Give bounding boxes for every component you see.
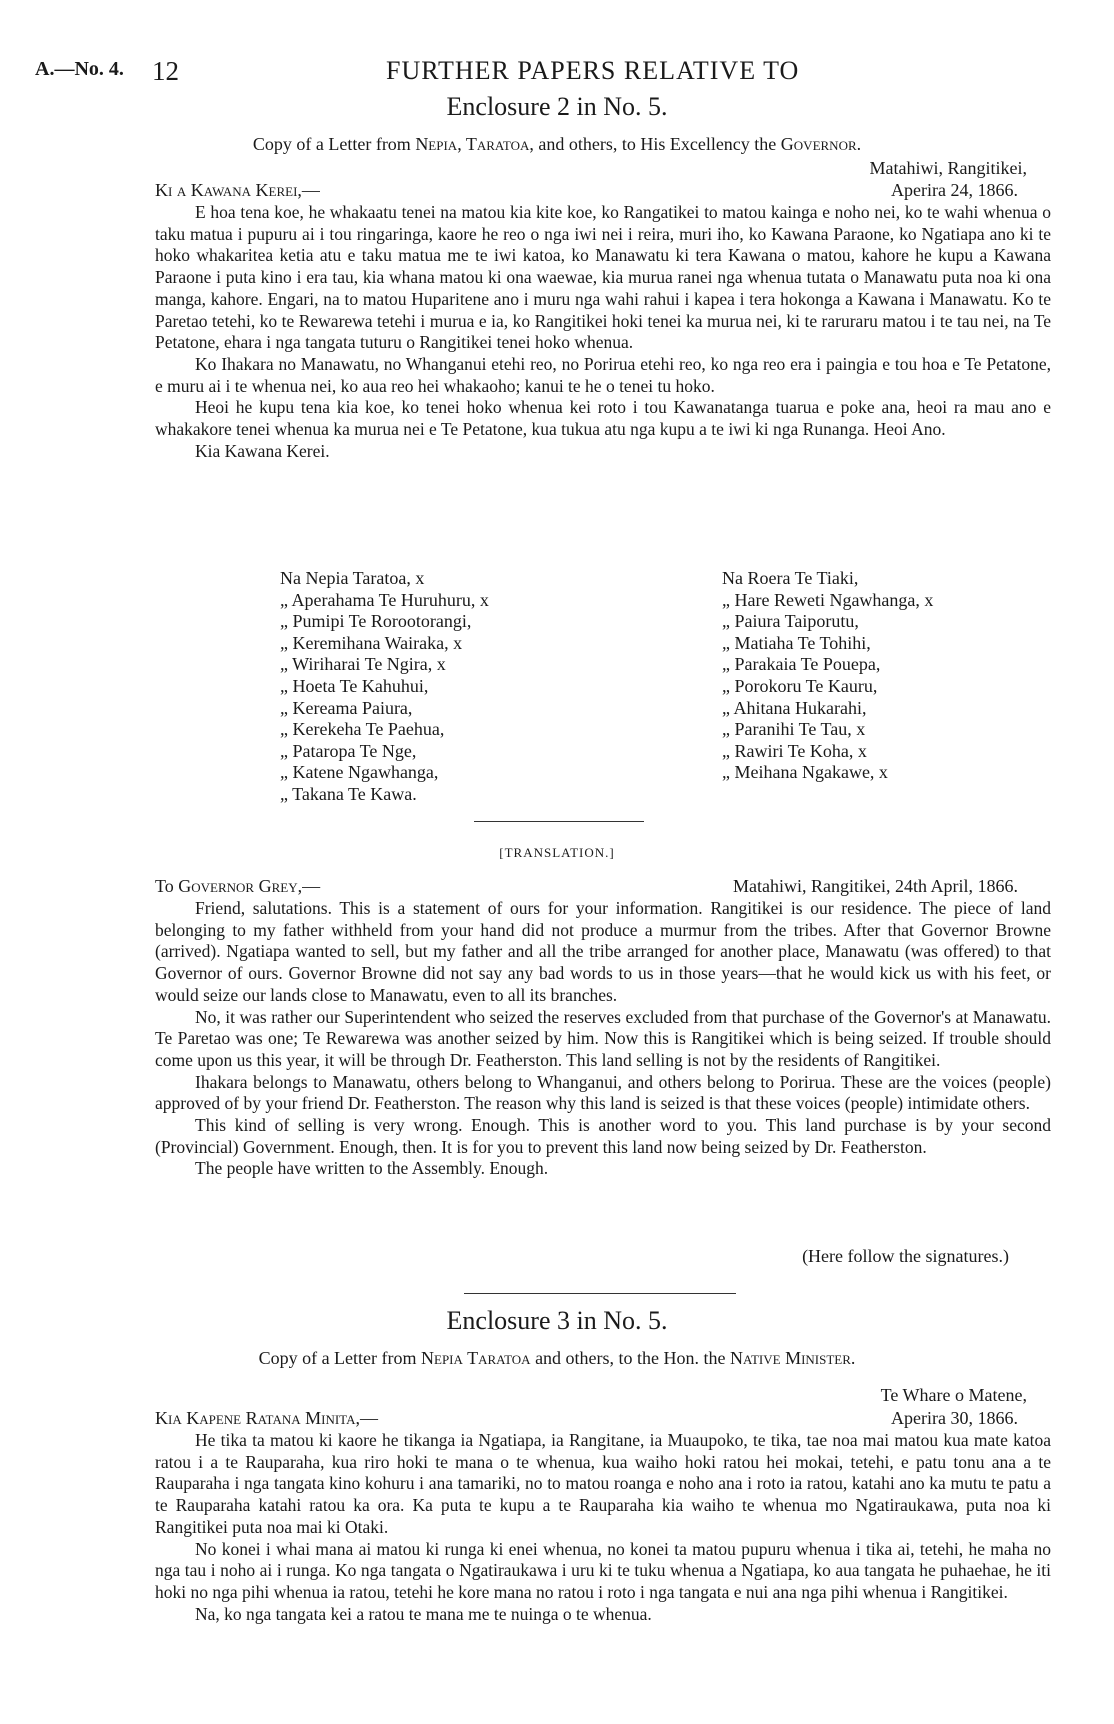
enclosure-3-paragraph: He tika ta matou ki kaore he tikanga ia Ngatiapa, ia Rangitane, ia Muaupoko, te tika, tae noa mai matou kua mate katoa ratou i a te Rauparaha, kua riro hoki te mana o te whenua, kua waiho hoki ratou hei mokai, tetehi, e patu tonu ana a te Rauparaha i nga tangata kino kohuru i ana tamariki, no to matou roanga e noho ana i roto ia ratou, katahi ano ka mutu te patu a te Rauparaha katahi ratou ka ora. Ka puta te kupu a te Rauparaha kia waiho te whenua mo Ngatiraukawa, puta noa ki Rangitikei puta noa mai ki Otaki. xyxy=(155,1430,1051,1537)
signature-entry: „ Kerekeha Te Paehua, xyxy=(280,719,445,740)
enclosure-3-salutation: Kia Kapene Ratana Minita,— xyxy=(155,1408,378,1428)
signature-entry: „ Pumipi Te Rorootorangi, xyxy=(280,611,472,632)
signature-entry: „ Aperahama Te Huruhuru, x xyxy=(280,589,489,610)
signature-entry: „ Ahitana Hukarahi, xyxy=(722,697,867,718)
enclosure-2-copy-line xyxy=(0,134,1114,155)
translation-tag: [TRANSLATION.] xyxy=(499,845,615,860)
signature-entry: „ Matiaha Te Tohihi, xyxy=(722,632,871,653)
signature-entry: „ Paiura Taiporutu, xyxy=(722,611,859,632)
translation-paragraph: No, it was rather our Superintendent who seized the reserves excluded from that purchase of the Governor's at Manawatu. Te Paretao was one; Te Rewarewa was another seized by him. Now this is Rangitikei which is being seized. If trouble should come upon us this year, it will be through Dr. Featherston. This land selling is not by the residents of Rangitikei. xyxy=(155,1006,1051,1070)
copy-from: Nepia, Taratoa, xyxy=(415,134,534,154)
translation-paragraph: This kind of selling is very wrong. Enough. This is another word to you. This land purchase is by your second (Provincial) Government. Enough, then. It is for you to prevent this land now being seized by Dr. Featherston. xyxy=(155,1115,1051,1157)
running-title: FURTHER PAPERS RELATIVE TO xyxy=(386,56,800,85)
enclosure-3-paragraph: Na, ko nga tangata kei a ratou te mana me te nuinga o te whenua. xyxy=(195,1603,652,1624)
section-divider xyxy=(464,1293,736,1294)
signature-entry: „ Hoeta Te Kahuhui, xyxy=(280,675,429,696)
enclosure-2-heading: Enclosure 2 in No. 5. xyxy=(446,92,668,121)
signatures-right-column xyxy=(722,568,933,784)
enclosure-2-paragraph: Ko Ihakara no Manawatu, no Whanganui etehi reo, no Porirua etehi reo, ko nga reo era i paingia e tou hoa e Te Petatone, e muru ai i te whenua nei, ko aua reo hei whakaoho; kanui te he o tenei tu hoko. xyxy=(155,353,1051,396)
signature-entry: „ Hare Reweti Ngawhanga, x xyxy=(722,589,934,610)
signature-entry: „ Rawiri Te Koha, x xyxy=(722,740,867,761)
signature-entry: „ Parakaia Te Pouepa, xyxy=(722,654,881,675)
signature-entry: „ Keremihana Wairaka, x xyxy=(280,632,463,653)
translation-salutation xyxy=(155,876,320,897)
translation-place-date: Matahiwi, Rangitikei, 24th April, 1866. xyxy=(733,876,1018,896)
signature-entry: „ Takana Te Kawa. xyxy=(280,783,417,804)
translation-paragraph: Friend, salutations. This is a statement of ours for your information. Rangitikei is our residence. The piece of land belonging to my father withheld from your hand did not produce a murmur from the tribes. After that Governor Browne (arrived). Ngatiapa wanted to sell, but my father and all the tribe arranged for another place, Manawatu (was offered) to that Governor of ours. Governor Browne did not say any bad words to us in those years—that he would kick us with his feet, or would seize our lands close to Manawatu, even to all its branches. xyxy=(155,898,1051,1005)
paper-reference: A.—No. 4. xyxy=(35,58,124,80)
enclosure-2-date: Aperira 24, 1866. xyxy=(891,180,1018,200)
signature-entry: „ Kereama Paiura, xyxy=(280,697,413,718)
enclosure-3-body xyxy=(155,1430,1051,1625)
enclosure-2-paragraph: Heoi he kupu tena kia koe, ko tenei hoko whenua kei roto i tou Kawanatanga tuarua e poke ana, heoi ra mau ano e whakakore tenei whenua ka murua nei e Te Petatone, kua tukua atu nga kupu a te iwi ki nga Runanga. Heoi Ano. xyxy=(155,397,1051,440)
copy-mid: and others, to His Excellency the xyxy=(533,134,781,154)
copy-from: Nepia Taratoa xyxy=(421,1348,531,1368)
signature-entry: „ Pataropa Te Nge, xyxy=(280,740,417,761)
signature-entry: „ Paranihi Te Tau, x xyxy=(722,719,866,740)
enclosure-2-place: Matahiwi, Rangitikei, xyxy=(869,158,1027,178)
enclosure-3-copy-line xyxy=(0,1348,1114,1369)
enclosure-3-paragraph: No konei i whai mana ai matou ki runga ki enei whenua, no konei ta matou pupuru whenua i tika ai, tetehi, he maha no nga tau i noho ai i runga. Ko nga tangata o Ngatiraukawa i uru ki te tuku whenua a Ngatiapa, ko aua tangata he puhaehae, he iti hoki no nga pihi whenua ia ratou, tetehi he kore mana no ratou i roto i nga tangata e nui ana nga pihi whenua i Rangitikei. xyxy=(155,1538,1051,1602)
enclosure-2-closing: Kia Kawana Kerei. xyxy=(195,440,330,461)
salutation-prefix: To xyxy=(155,876,179,896)
translation-paragraph: The people have written to the Assembly. Enough. xyxy=(195,1158,549,1179)
signatures-left-column xyxy=(280,568,489,806)
signature-entry: Na Roera Te Tiaki, xyxy=(722,568,859,588)
copy-to: Native Minister. xyxy=(730,1348,856,1368)
enclosure-2-body xyxy=(155,202,1051,462)
copy-mid: and others, to the Hon. the xyxy=(530,1348,731,1368)
signature-entry: „ Katene Ngawhanga, xyxy=(280,762,439,783)
copy-prefix: Copy of a Letter from xyxy=(258,1348,422,1368)
enclosure-2-paragraph: E hoa tena koe, he whakaatu tenei na matou kia kite koe, ko Rangatikei to matou kainga e noho nei, ko te wahi whenua o taku matua i pupuru ai i tou ringaringa, kaore he reo o nga iwi nei i reira, muri iho, ko Kawana Paraone, ko Ngatiapa ano ki te hoko whakaritea ketia atu e taku matua me te iwi katoa, ko Manawatu ki tera Kawana o matou, kahore he kupu a Kawana Paraone i puta kino i era tau, kia whana matou ki ona waewae, kia murua ranei nga whenua tutata o Manawatu puta noa ki ona manga, kahore. Engari, na to matou Huparitene ano i muru nga wahi rahui i kapea i tera hokonga a Kawana i Manawatu. Ko te Paretao tetehi, ko te Rewarewa tetehi i murua e ia, ko Rangitikei hoki tenei ka murua nei, ki te raruraru matou i te tau nei, na Te Petatone, ehara i nga tangata tuturu o Rangitikei tenei hoko whenua. xyxy=(155,202,1051,353)
copy-prefix: Copy of a Letter from xyxy=(252,134,416,154)
follow-signatures-note: (Here follow the signatures.) xyxy=(802,1246,1009,1266)
page-number: 12 xyxy=(152,56,179,86)
section-divider xyxy=(474,821,644,822)
enclosure-3-date: Aperira 30, 1866. xyxy=(891,1408,1018,1428)
salutation-name: Governor Grey,— xyxy=(178,876,321,896)
enclosure-3-heading: Enclosure 3 in No. 5. xyxy=(446,1306,668,1335)
translation-paragraph: Ihakara belongs to Manawatu, others belong to Whanganui, and others belong to Porirua. These are the voices (people) approved of by your friend Dr. Featherston. The reason why this land is seized is that these voices (people) intimidate others. xyxy=(155,1071,1051,1114)
signature-entry: Na Nepia Taratoa, x xyxy=(280,568,425,588)
enclosure-2-salutation: Ki a Kawana Kerei,— xyxy=(155,180,320,200)
signature-entry: „ Porokoru Te Kauru, xyxy=(722,675,878,696)
signature-entry: „ Meihana Ngakawe, x xyxy=(722,762,888,783)
enclosure-3-place: Te Whare o Matene, xyxy=(880,1385,1027,1405)
translation-body xyxy=(155,898,1051,1180)
signature-entry: „ Wiriharai Te Ngira, x xyxy=(280,654,446,675)
copy-to: Governor. xyxy=(780,134,862,154)
